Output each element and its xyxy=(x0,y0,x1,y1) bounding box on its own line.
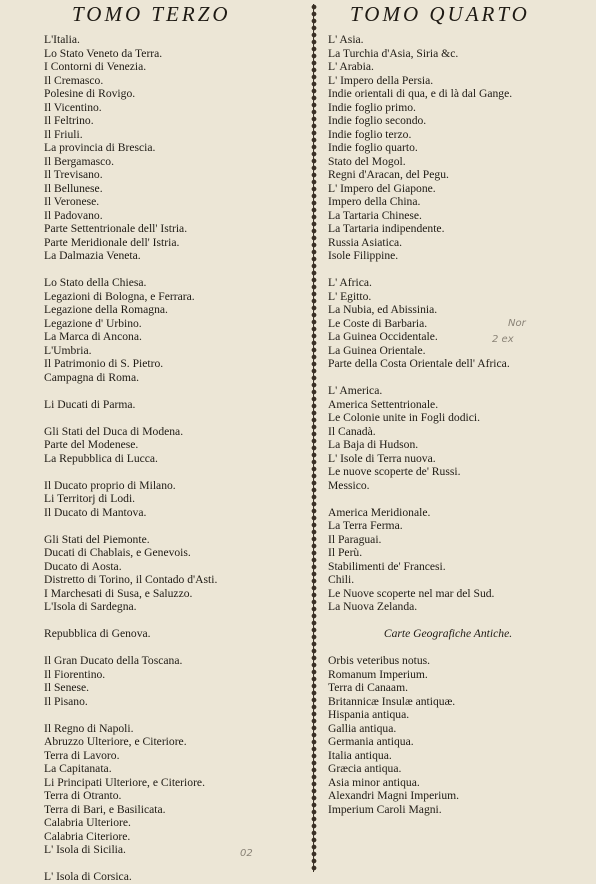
map-title-entry: Terra di Otranto. xyxy=(44,789,122,802)
blank-spacer xyxy=(44,411,304,425)
map-title-entry: Il Feltrino. xyxy=(44,114,94,127)
map-title-entry: L' Isola di Sicilia. xyxy=(44,843,126,856)
map-title-entry: Calabria Ulteriore. xyxy=(44,816,131,829)
map-title-entry: Imperium Caroli Magni. xyxy=(328,802,442,816)
section-subheading: Carte Geografiche Antiche. xyxy=(383,627,513,640)
map-title-entry: Hispania antiqua. xyxy=(328,708,410,721)
map-title-entry: Gallia antiqua. xyxy=(328,721,397,735)
map-title-entry: La Guinea Occidentale. xyxy=(328,330,438,343)
map-title-entry: Terra di Bari, e Basilicata. xyxy=(44,802,166,816)
map-title-entry: Il Fiorentino. xyxy=(44,667,106,681)
blank-spacer xyxy=(44,263,304,277)
map-title-entry: L' Isole di Terra nuova. xyxy=(328,451,436,465)
blank-spacer xyxy=(328,614,590,628)
map-title-entry: Il Ducato di Mantova. xyxy=(44,505,147,519)
map-title-entry: Parte Settentrionale dell' Istria. xyxy=(44,222,188,235)
blank-spacer xyxy=(328,641,590,655)
tomo-terzo-heading: TOMO TERZO xyxy=(72,2,231,26)
map-title-entry: Campagna di Roma. xyxy=(44,370,139,384)
blank-spacer xyxy=(44,519,304,533)
map-title-entry: Parte della Costa Orientale dell' Africa. xyxy=(328,357,510,370)
ornamental-column-divider xyxy=(309,4,319,872)
map-title-entry: La Nubia, ed Abissinia. xyxy=(328,303,438,316)
map-title-entry: Indie foglio terzo. xyxy=(328,127,412,141)
map-title-entry: La Nuova Zelanda. xyxy=(328,600,418,613)
blank-spacer xyxy=(44,708,304,722)
map-title-entry: Il Perù. xyxy=(328,546,363,559)
map-title-entry: Il Patrimonio di S. Pietro. xyxy=(44,357,164,370)
map-title-entry: Li Ducati di Parma. xyxy=(44,397,136,411)
map-title-entry: L' Impero del Giapone. xyxy=(328,181,436,195)
map-title-entry: Legazione della Romagna. xyxy=(44,303,168,316)
blank-spacer xyxy=(328,371,590,385)
map-title-entry: L'Isola di Sardegna. xyxy=(44,600,137,613)
map-title-entry: Polesine di Rovigo. xyxy=(44,87,136,100)
map-title-entry: Il Pisano. xyxy=(44,694,88,708)
map-title-entry: Il Trevisano. xyxy=(44,168,103,181)
map-title-entry: Stabilimenti de' Francesi. xyxy=(328,559,446,573)
pencil-note-nor: Nor xyxy=(508,318,526,329)
map-title-entry: La Terra Ferma. xyxy=(328,519,403,532)
map-title-entry: Impero della China. xyxy=(328,195,421,208)
blank-spacer xyxy=(44,384,304,398)
map-title-entry: Ducati di Chablais, e Genevois. xyxy=(44,546,191,559)
tomo-terzo-map-list xyxy=(44,33,304,884)
pencil-note-2ex: 2 ex xyxy=(492,334,514,345)
map-title-entry: Le Coste di Barbaria. xyxy=(328,316,428,330)
map-title-entry: Romanum Imperium. xyxy=(328,667,428,681)
map-title-entry: Il Senese. xyxy=(44,681,90,694)
map-title-entry: La Guinea Orientale. xyxy=(328,343,426,357)
blank-spacer xyxy=(328,492,590,506)
map-title-entry: Il Paraguai. xyxy=(328,532,382,546)
map-title-entry: L' Egitto. xyxy=(328,289,372,303)
map-title-entry: Distretto di Torino, il Contado d'Asti. xyxy=(44,573,218,586)
map-title-entry: Li Territorj di Lodi. xyxy=(44,492,136,505)
map-title-entry: Indie foglio quarto. xyxy=(328,141,418,154)
blank-spacer xyxy=(44,857,304,871)
map-title-entry: La Dalmazia Veneta. xyxy=(44,249,141,262)
map-title-entry: Stato del Mogol. xyxy=(328,154,406,168)
map-title-entry: Il Vicentino. xyxy=(44,100,102,114)
map-title-entry: Il Bergamasco. xyxy=(44,154,114,168)
map-title-entry: Repubblica di Genova. xyxy=(44,627,151,640)
map-title-entry: Parte Meridionale dell' Istria. xyxy=(44,235,180,249)
map-title-entry: La Turchia d'Asia, Siria &c. xyxy=(328,46,459,60)
map-title-entry: Parte del Modenese. xyxy=(44,438,139,451)
map-title-entry: Il Veronese. xyxy=(44,195,100,208)
map-title-entry: Abruzzo Ulteriore, e Citeriore. xyxy=(44,735,187,748)
map-title-entry: La Baja di Hudson. xyxy=(328,438,419,451)
map-title-entry: America Settentrionale. xyxy=(328,397,439,411)
map-title-entry: Isole Filippine. xyxy=(328,249,399,262)
map-title-entry: Legazione d' Urbino. xyxy=(44,316,142,330)
map-title-entry: Russia Asiatica. xyxy=(328,235,403,249)
map-title-entry: Il Ducato proprio di Milano. xyxy=(44,478,176,492)
map-title-entry: Britannicæ Insulæ antiquæ. xyxy=(328,694,456,708)
map-title-entry: Calabria Citeriore. xyxy=(44,829,131,843)
map-title-entry: Italia antiqua. xyxy=(328,748,392,762)
map-title-entry: Le nuove scoperte de' Russi. xyxy=(328,465,461,478)
map-title-entry: La Tartaria indipendente. xyxy=(328,222,445,235)
blank-spacer xyxy=(44,641,304,655)
map-title-entry: I Contorni di Venezia. xyxy=(44,60,147,73)
map-title-entry: Indie foglio secondo. xyxy=(328,114,427,127)
map-title-entry: Gli Stati del Piemonte. xyxy=(44,532,150,546)
map-title-entry: Græcia antiqua. xyxy=(328,762,402,775)
map-title-entry: Indie foglio primo. xyxy=(328,100,416,114)
map-title-entry: La Repubblica di Lucca. xyxy=(44,451,158,465)
map-title-entry: Li Principati Ulteriore, e Citeriore. xyxy=(44,775,205,789)
map-title-entry: America Meridionale. xyxy=(328,505,431,519)
map-title-entry: Lo Stato Veneto da Terra. xyxy=(44,46,163,60)
map-title-entry: Messico. xyxy=(328,478,370,492)
map-title-entry: La Capitanata. xyxy=(44,762,112,775)
map-title-entry: L' America. xyxy=(328,384,383,397)
map-title-entry: Il Padovano. xyxy=(44,208,103,222)
tomo-quarto-heading: TOMO QUARTO xyxy=(350,2,530,26)
map-title-entry: Alexandri Magni Imperium. xyxy=(328,789,460,802)
map-title-entry: Regni d'Aracan, del Pegu. xyxy=(328,168,449,181)
map-title-entry: Le Colonie unite in Fogli dodici. xyxy=(328,411,480,424)
map-title-entry: Le Nuove scoperte nel mar del Sud. xyxy=(328,586,495,600)
map-title-entry: La provincia di Brescia. xyxy=(44,141,156,154)
map-title-entry: Il Bellunese. xyxy=(44,181,103,195)
map-title-entry: Il Regno di Napoli. xyxy=(44,721,134,735)
map-title-entry: La Tartaria Chinese. xyxy=(328,208,422,222)
map-title-entry: L' Arabia. xyxy=(328,60,374,73)
map-title-entry: L'Italia. xyxy=(44,33,80,46)
map-title-entry: Lo Stato della Chiesa. xyxy=(44,276,147,289)
map-title-entry: Il Cremasco. xyxy=(44,73,104,87)
map-title-entry: La Marca di Ancona. xyxy=(44,330,142,343)
map-title-entry: Asia minor antiqua. xyxy=(328,775,420,789)
map-title-entry: Legazioni di Bologna, e Ferrara. xyxy=(44,289,195,303)
map-title-entry: Il Gran Ducato della Toscana. xyxy=(44,654,183,667)
map-title-entry: Terra di Canaam. xyxy=(328,681,408,694)
map-title-entry: L' Asia. xyxy=(328,33,364,46)
map-title-entry: Il Canadà. xyxy=(328,424,376,438)
map-title-entry: Germania antiqua. xyxy=(328,735,414,748)
map-title-entry: Indie orientali di qua, e di là dal Gange. xyxy=(328,87,513,100)
blank-spacer xyxy=(44,465,304,479)
map-title-entry: L' Isola di Corsica. xyxy=(44,870,132,883)
map-title-entry: Ducato di Aosta. xyxy=(44,559,122,573)
map-title-entry: L'Umbria. xyxy=(44,343,92,357)
tomo-quarto-map-list xyxy=(328,33,590,816)
map-title-entry: L' Impero della Persia. xyxy=(328,73,434,87)
blank-spacer xyxy=(44,614,304,628)
map-title-entry: I Marchesati di Susa, e Saluzzo. xyxy=(44,586,193,600)
pencil-note-02: 02 xyxy=(240,848,253,859)
map-title-entry: Il Friuli. xyxy=(44,127,83,141)
map-title-entry: Terra di Lavoro. xyxy=(44,748,120,762)
map-title-entry: Chili. xyxy=(328,573,355,586)
map-title-entry: Gli Stati del Duca di Modena. xyxy=(44,424,184,438)
map-title-entry: L' Africa. xyxy=(328,276,372,289)
blank-spacer xyxy=(328,263,590,277)
map-title-entry: Orbis veteribus notus. xyxy=(328,654,431,667)
